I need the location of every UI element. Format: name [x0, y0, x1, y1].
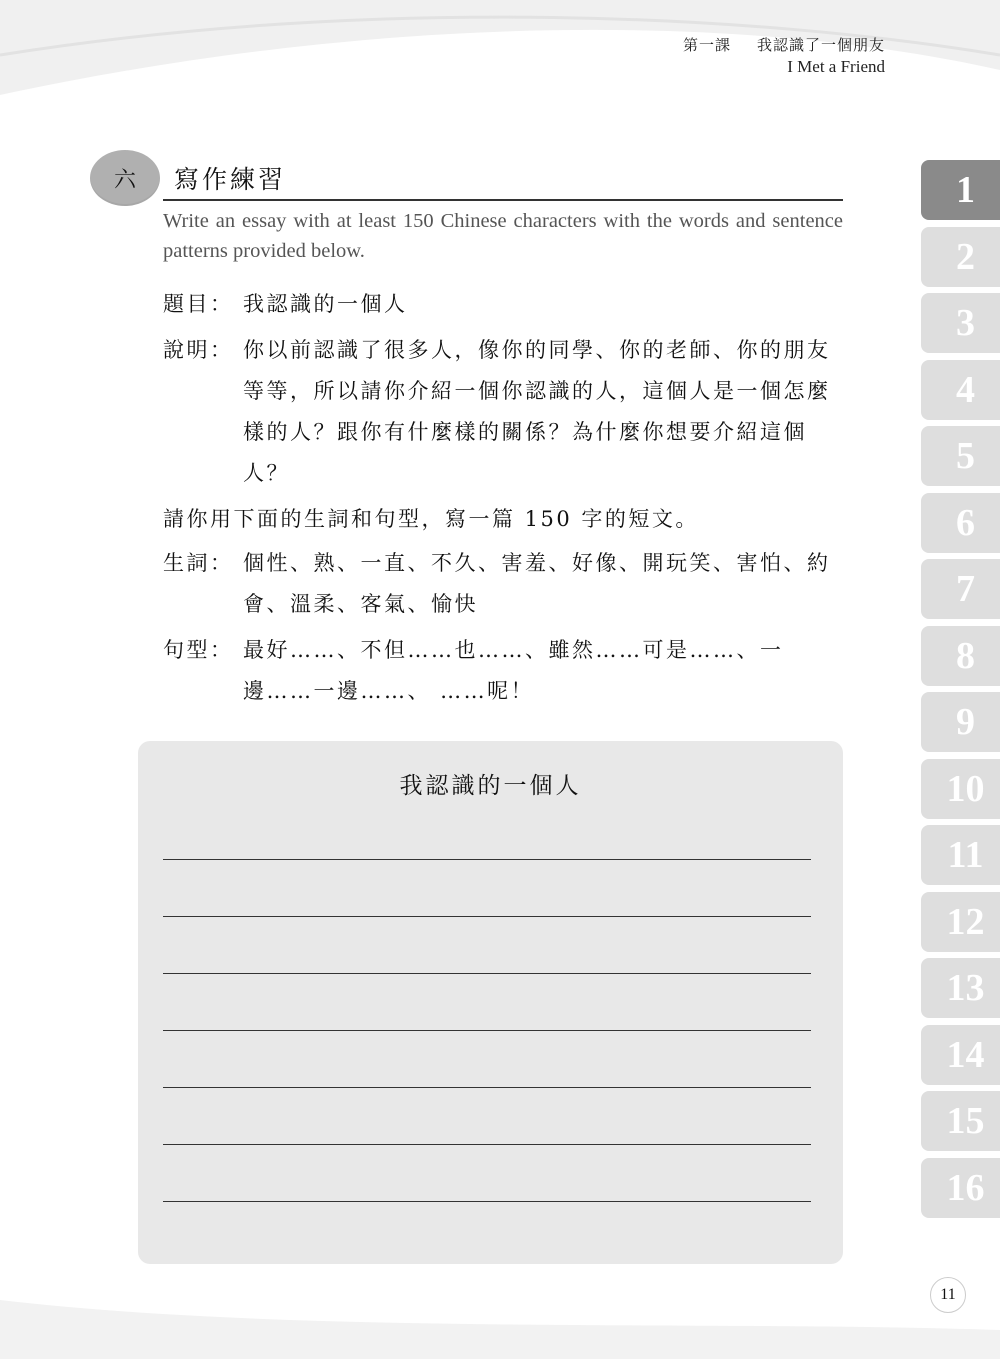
patterns-row	[163, 630, 853, 712]
lesson-tab-11[interactable]: 11	[921, 825, 1000, 885]
section-title: 寫作練習	[174, 165, 287, 194]
lesson-tab-14[interactable]: 14	[921, 1025, 1000, 1085]
lesson-title-en: I Met a Friend	[787, 57, 885, 76]
writing-line[interactable]	[163, 859, 811, 860]
patterns-label: 句型：	[163, 638, 234, 662]
patterns-text: 最好……、不但……也……、雖然……可是……、一邊……一邊……、 ……呢！	[243, 638, 784, 703]
page-number: 11	[930, 1277, 966, 1313]
lesson-tab-15[interactable]: 15	[921, 1091, 1000, 1151]
writing-line[interactable]	[163, 1030, 811, 1031]
lesson-tab-7[interactable]: 7	[921, 559, 1000, 619]
essay-title: 我認識的一個人	[399, 773, 582, 799]
lesson-tab-10[interactable]: 10	[921, 759, 1000, 819]
section-divider	[163, 199, 843, 201]
vocab-row	[163, 543, 853, 625]
section-instruction: Write an essay with at least 150 Chinese characters with the words and sentence patterns provided below.	[163, 210, 843, 262]
lesson-tab-3[interactable]: 3	[921, 293, 1000, 353]
lesson-number: 第一課	[682, 36, 731, 54]
lesson-tab-9[interactable]: 9	[921, 692, 1000, 752]
page-header	[683, 34, 885, 77]
topic-row	[163, 284, 853, 325]
section-number-badge: 六	[90, 150, 160, 206]
lesson-tab-6[interactable]: 6	[921, 493, 1000, 553]
lesson-tab-13[interactable]: 13	[921, 958, 1000, 1018]
explanation-row	[163, 330, 853, 494]
topic-label: 題目：	[163, 292, 234, 316]
lesson-tab-16[interactable]: 16	[921, 1158, 1000, 1218]
topic-text: 我認識的一個人	[243, 292, 408, 316]
vocab-text: 個性、熟、一直、不久、害羞、好像、開玩笑、害怕、約會、溫柔、客氣、愉快	[243, 551, 831, 616]
vocab-label: 生詞：	[163, 551, 234, 575]
explanation-label: 說明：	[163, 338, 234, 362]
lesson-tab-4[interactable]: 4	[921, 360, 1000, 420]
lesson-title: 我認識了一個朋友	[756, 36, 885, 54]
header-lesson	[683, 34, 885, 55]
task-text: 請你用下面的生詞和句型，寫一篇 150 字的短文。	[163, 507, 699, 531]
writing-line[interactable]	[163, 1144, 811, 1145]
explanation-text: 你以前認識了很多人，像你的同學、你的老師、你的朋友等等，所以請你介紹一個你認識的人，這個人是一個怎麼樣的人？跟你有什麼樣的關係？為什麼你想要介紹這個人？	[243, 338, 831, 485]
writing-line[interactable]	[163, 1087, 811, 1088]
writing-line[interactable]	[163, 973, 811, 974]
lesson-tab-1[interactable]: 1	[921, 160, 1000, 220]
lesson-tab-8[interactable]: 8	[921, 626, 1000, 686]
essay-writing-box	[138, 741, 843, 1264]
prompt-block	[163, 284, 853, 712]
writing-line[interactable]	[163, 916, 811, 917]
lesson-tab-12[interactable]: 12	[921, 892, 1000, 952]
lesson-tab-5[interactable]: 5	[921, 426, 1000, 486]
lesson-tab-2[interactable]: 2	[921, 227, 1000, 287]
writing-line[interactable]	[163, 1201, 811, 1202]
